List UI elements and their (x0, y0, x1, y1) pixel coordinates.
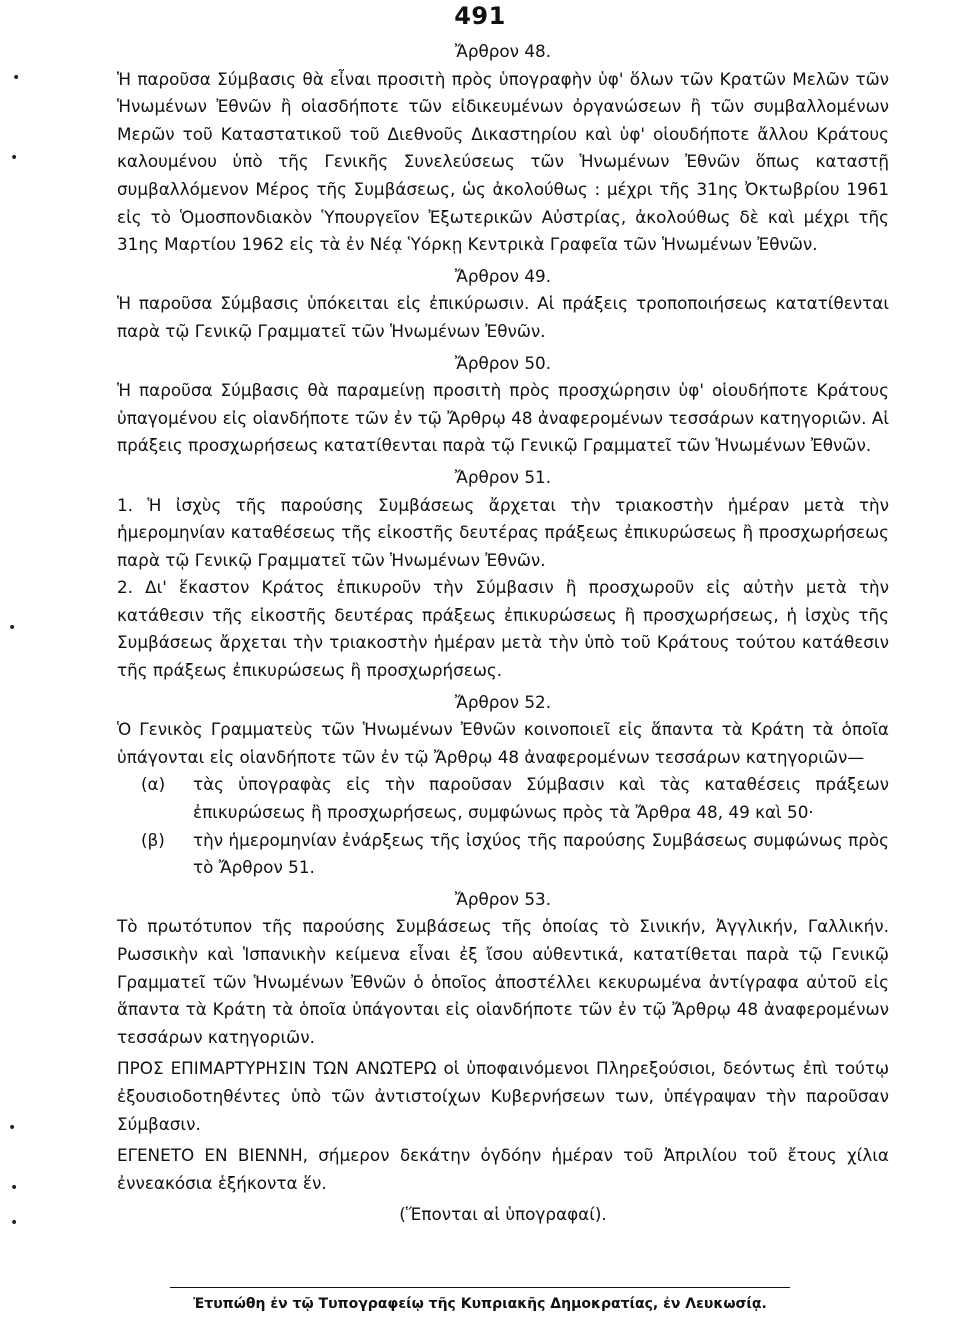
item-a-text: τὰς ὑπογραφὰς εἰς τὴν παροῦσαν Σύμβασιν καὶ τὰς καταθέσεις πράξεων ἐπικυρώσεως ἢ προσχωρήσεως, συμφώνως πρὸς τὰ Ἄρθρα 48, 49 καὶ 50· (193, 774, 889, 823)
article-51-paragraph-1: 1. Ἡ ἰσχὺς τῆς παρούσης Συμβάσεως ἄρχεται τὴν τριακοστὴν ἡμέραν μετὰ τὴν ἡμερομηνίαν καταθέσεως τῆς εἰκοστῆς δευτέρας πράξεως ἐπικυρώσεως ἢ προσχωρήσεως παρὰ τῷ Γενικῷ Γραμματεῖ τῶν Ἡνωμένων Ἐθνῶν. (117, 494, 889, 570)
article-52-heading: Ἄρθρον 52. (454, 691, 552, 712)
scan-mark: • (10, 1215, 19, 1231)
scan-mark: • (10, 1180, 19, 1196)
scan-mark: • (8, 620, 17, 636)
scan-mark: • (10, 150, 19, 166)
article-51-heading: Ἄρθρον 51. (454, 466, 552, 487)
article-48-heading: Ἄρθρον 48. (454, 41, 552, 61)
article-50-text: Ἡ παροῦσα Σύμβασις θὰ παραμείνῃ προσιτὴ πρὸς προσχώρησιν ὑφ' οἱουδήποτε Κράτους ὑπαγομένου εἰς οἱανδήποτε τῶν ἐν τῷ Ἄρθρῳ 48 ἀναφερομένων τεσσάρων κατηγοριῶν. Αἱ πράξεις προσχωρήσεως κατατίθενται παρὰ τῷ Γενικῷ Γραμματεῖ τῶν Ἡνωμένων Ἐθνῶν. (117, 380, 889, 456)
signatures-note: (Ἕπονται αἱ ὑπογραφαί). (399, 1204, 607, 1225)
article-53-text: Τὸ πρωτότυπον τῆς παρούσης Συμβάσεως τῆς ὁποίας τὸ Σινικήν, Ἀγγλικήν, Γαλλικήν. Ρωσσικὴν καὶ Ἱσπανικὴν κείμενα εἶναι ἐξ ἴσου αὐθεντικά, κατατίθεται παρὰ τῷ Γενικῷ Γραμματεῖ τῶν Ἡνωμένων Ἐθνῶν ὁ ὁποῖος ἀποστέλλει κεκυρωμένα ἀντίγραφα αὐτοῦ εἰς ἅπαντα τὰ Κράτη τὰ ὁποῖα ὑπάγονται εἰς οἱανδήποτε τῶν ἐν τῷ Ἄρθρῳ 48 ἀναφερομένων τεσσάρων κατηγοριῶν. (117, 916, 889, 1047)
article-52-text: Ὁ Γενικὸς Γραμματεὺς τῶν Ἡνωμένων Ἐθνῶν κοινοποιεῖ εἰς ἅπαντα τὰ Κράτη τὰ ὁποῖα ὑπάγονται εἰς οἱανδήποτε τῶν ἐν τῷ Ἄρθρῳ 48 ἀναφερομένων τεσσάρων κατηγοριῶν— (117, 719, 889, 767)
list-item (117, 827, 889, 882)
article-49-heading: Ἄρθρον 49. (454, 265, 552, 286)
item-a-label: (α) (141, 774, 166, 795)
item-b-label: (β) (141, 829, 165, 850)
footer-divider (170, 1287, 790, 1288)
article-48-text: Ἡ παροῦσα Σύμβασις θὰ εἶναι προσιτὴ πρὸς ὑπογραφὴν ὑφ' ὅλων τῶν Κρατῶν Μελῶν τῶν Ἡνωμένων Ἐθνῶν ἢ οἱασδήποτε τῶν εἰδικευμένων ὀργανώσεων ἢ τῶν συμβαλλομένων Μερῶν τοῦ Καταστατικοῦ τοῦ Διεθνοῦς Δικαστηρίου καὶ ὑφ' οἱουδήποτε ἄλλου Κράτους καλουμένου ὑπὸ τῆς Γενικῆς Συνελεύσεως τῶν Ἡνωμένων Ἐθνῶν ὅπως καταστῇ συμβαλλόμενον Μέρος τῆς Συμβάσεως, ὡς ἀκολούθως : μέχρι τῆς 31ης Ὀκτωβρίου 1961 εἰς τὸ Ὁμοσπονδιακὸν Ὑπουργεῖον Ἐξωτερικῶν Αὐστρίας, ἀκολούθως δὲ καὶ μέχρι τῆς 31ης Μαρτίου 1962 εἰς τὰ ἐν Νέᾳ Ὑόρκῃ Κεντρικὰ Γραφεῖα τῶν Ἡνωμένων Ἐθνῶν. (117, 68, 889, 255)
document-body (117, 38, 889, 1229)
printer-imprint: Ἐτυπώθη ἐν τῷ Τυπογραφείῳ τῆς Κυπριακῆς Δημοκρατίας, ἐν Λευκωσίᾳ. (193, 1296, 767, 1312)
article-50-heading: Ἄρθρον 50. (454, 352, 552, 373)
article-49-text: Ἡ παροῦσα Σύμβασις ὑπόκειται εἰς ἐπικύρωσιν. Αἱ πράξεις τροποποιήσεως κατατίθενται παρὰ τῷ Γενικῷ Γραμματεῖ τῶν Ἡνωμένων Ἐθνῶν. (117, 293, 889, 341)
item-b-text: τὴν ἡμερομηνίαν ἐνάρξεως τῆς ἰσχύος τῆς παρούσης Συμβάσεως συμφώνως πρὸς τὸ Ἄρθρον 51. (193, 829, 889, 878)
attestation-text: ΠΡΟΣ ΕΠΙΜΑΡΤΥΡΗΣΙΝ ΤΩΝ ΑΝΩΤΕΡΩ οἱ ὑποφαινόμενοι Πληρεξούσιοι, δεόντως ἐπὶ τούτῳ ἐξουσιοδοτηθέντες ὑπὸ τῶν ἀντιστοίχων Κυβερνήσεων των, ὑπέγραψαν τὴν παροῦσαν Σύμβασιν. (117, 1058, 889, 1134)
scan-mark: • (12, 70, 21, 86)
list-item (117, 771, 889, 826)
article-51-paragraph-2: 2. Δι' ἕκαστον Κράτος ἐπικυροῦν τὴν Σύμβασιν ἢ προσχωροῦν εἰς αὐτὴν μετὰ τὴν κατάθεσιν τῆς εἰκοστῆς δευτέρας πράξεως ἐπικυρώσεως ἢ προσχωρήσεως, ἡ ἰσχὺς τῆς Συμβάσεως ἄρχεται τὴν τριακοστὴν ἡμέραν μετὰ τὴν ὑπὸ τοῦ Κράτους τούτου κατάθεσιν τῆς πράξεως ἐπικυρώσεως ἢ προσχωρήσεως. (117, 577, 889, 681)
article-53-heading: Ἄρθρον 53. (454, 888, 552, 909)
signing-place-date: ΕΓΕΝΕΤΟ ΕΝ ΒΙΕΝΝΗ, σήμερον δεκάτην ὀγδόην ἡμέραν τοῦ Ἀπριλίου τοῦ ἔτους χίλια ἐννεακόσια ἑξήκοντα ἕν. (117, 1145, 889, 1193)
scan-mark: • (8, 1120, 17, 1136)
page-number: 491 (454, 2, 506, 30)
